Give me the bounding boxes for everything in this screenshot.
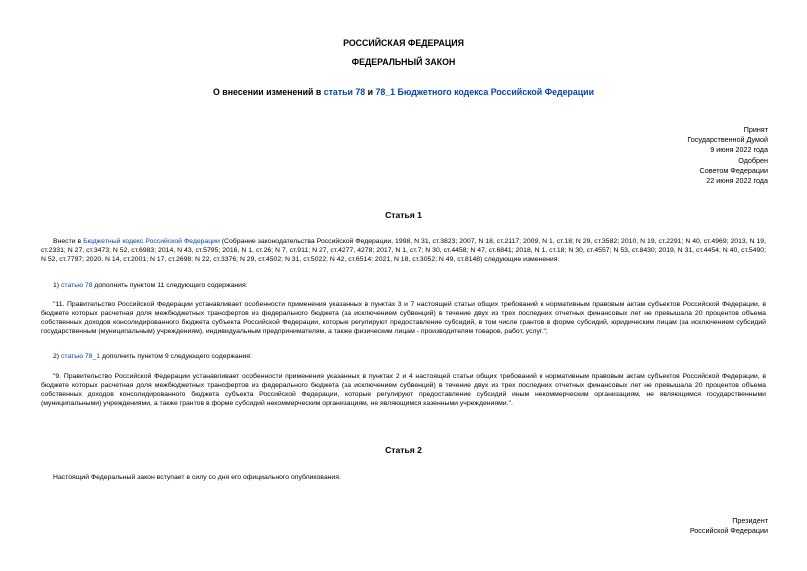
signature-line: Российской Федерации <box>689 526 768 536</box>
article-1-quote-2: "9. Правительство Российской Федерации устанавливает особенности применения указанных в пунктах 2 и 4 настоящей статьи общих требований к нормативным правовым актам субъектов Российской Федерации, в бюджете которых расчетная доля межбюджетных трансфертов из федерального бюджета (за исключением субвенций) в течение двух из трех последних отчетных финансовых лет не превышала 20 процентов объема собственных доходов консолидированного бюджета субъекта Российской Федерации, которые регулируют предоставление субсидий иным некоммерческим организациям, не являющимся государственными (муниципальными) учреждениями, а также грантов в форме субсидий некоммерческим организациям, не являющимся казенными учреждениями.". <box>41 373 766 408</box>
item-1-text: дополнить пунктом 11 следующего содержания: <box>92 282 248 289</box>
adoption-line: Принят <box>743 125 768 134</box>
adoption-line: Советом Федерации <box>699 165 768 175</box>
article-1-quote-1: "11. Правительство Российской Федерации устанавливает особенности применения указанных в пунктах 3 и 7 настоящей статьи общих требований к нормативным правовым актам субъектов Российской Федерации, в бюджете которых расчетная доля межбюджетных трансфертов из федерального бюджета (за исключением субвенций) в течение двух из трех последних отчетных финансовых лет не превышала 20 процентов объема собственных доходов консолидированного бюджета субъекта Российской Федерации, которые регулируют предоставление субсидий, в том числе грантов в форме субсидий, юридическим лицам (за исключением субсидий государственным (муниципальным) учреждениям), индивидуальным предпринимателям, а также физическим лицам - производителям товаров, работ, услуг."; <box>41 301 766 336</box>
budget-code-link[interactable]: Бюджетный кодекс Российской Федерации <box>83 238 220 245</box>
article-2-heading: Статья 2 <box>385 445 422 455</box>
title-suffix: Бюджетного кодекса Российской Федерации <box>395 87 594 97</box>
article-1-item-1 <box>41 281 766 290</box>
article-1-intro <box>41 237 766 264</box>
article-1-item-2 <box>41 352 766 361</box>
title-link-article-78-1[interactable]: 78_1 <box>375 87 396 97</box>
header-country: РОССИЙСКАЯ ФЕДЕРАЦИЯ <box>343 38 464 48</box>
adoption-line: 22 июня 2022 года <box>706 176 768 186</box>
article-78-1-link[interactable]: статью 78_1 <box>61 353 101 360</box>
title-link-article-78[interactable]: статьи 78 <box>323 87 366 97</box>
header-law-type: ФЕДЕРАЛЬНЫЙ ЗАКОН <box>351 57 456 67</box>
law-title <box>0 87 807 97</box>
title-and: и <box>365 87 376 97</box>
intro-prefix: Внести в <box>53 238 84 245</box>
adoption-line: 9 июня 2022 года <box>710 145 768 155</box>
title-prefix: О внесении изменений в <box>213 87 324 97</box>
adoption-line: Государственной Думой <box>687 135 768 145</box>
article-2-text: Настоящий Федеральный закон вступает в силу со дня его официального опубликования. <box>53 474 341 481</box>
item-1-prefix: 1) <box>53 282 61 289</box>
adoption-line: Одобрен <box>738 155 768 165</box>
item-2-text: дополнить пунктом 9 следующего содержания: <box>100 353 252 360</box>
article-1-heading: Статья 1 <box>385 210 422 220</box>
adoption-block <box>568 125 768 186</box>
item-2-prefix: 2) <box>53 353 61 360</box>
signature-line: Президент <box>732 516 768 525</box>
article-78-link[interactable]: статью 78 <box>61 282 93 289</box>
signature-block <box>568 516 768 536</box>
intro-text: (Собрание законодательства Российской Федерации, 1998, N 31, ст.3823; 2007, N 18, ст.2117; 2009, N 1, ст.18; N 29, ст.3582; 2010, N 19, ст.2291; N 40, ст.4969; 2013, N 19, ст.2331; N 27, ст.3473; N 52, ст.6983; 2014, N 43, ст.5795; 2016, N 1, ст.26; N 7, ст.911; N 27, ст.4277, 4278; 2017, N 1, ст.7; N 30, ст.4458; N 47, ст.6841; 2018, N 1, ст.18; N 30, ст.4557; N 53, ст.8430; 2019, N 31, ст.4454; N 40, ст.5490; N 52, ст.7797; 2020, N 14, ст.2001; N 17, ст.2698; N 22, ст.3376; N 29, ст.4502; N 31, ст.5022; N 42, ст.6514; 2021, N 18, ст.3052; N 49, ст.8148) следующие изменения: <box>41 238 766 264</box>
